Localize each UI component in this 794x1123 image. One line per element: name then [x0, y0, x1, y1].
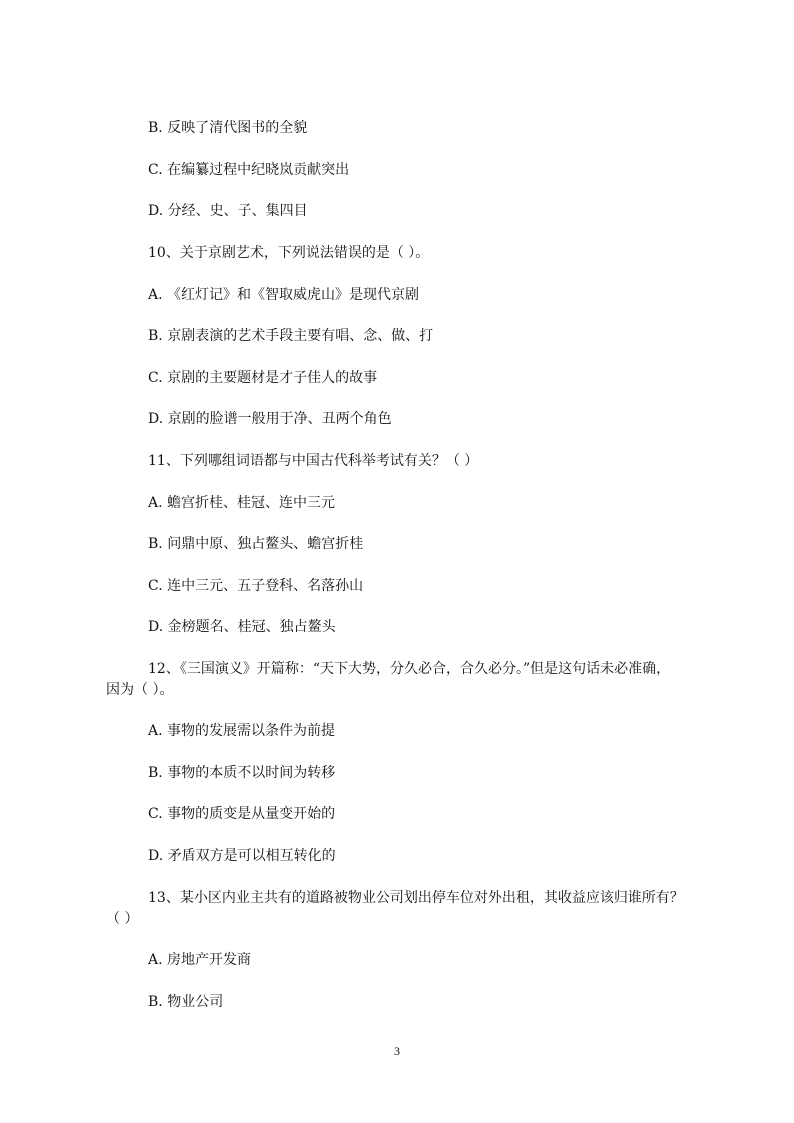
- q9-option-c: C. 在编纂过程中纪晓岚贡献突出: [148, 162, 350, 178]
- q9-option-b: B. 反映了清代图书的全貌: [148, 120, 308, 136]
- q11-option-a: A. 蟾宫折桂、桂冠、连中三元: [148, 495, 336, 511]
- q13-stem-line-1: 13、某小区内业主共有的道路被物业公司划出停车位对外出租，其收益应该归谁所有？: [148, 890, 684, 906]
- q12-option-d: D. 矛盾双方是可以相互转化的: [148, 848, 336, 864]
- q12-option-b: B. 事物的本质不以时间为转移: [148, 765, 336, 781]
- q12-stem-line-2: 因为（ ）。: [106, 682, 174, 698]
- q10-option-b: B. 京剧表演的艺术手段主要有唱、念、做、打: [148, 328, 434, 344]
- q12-option-a: A. 事物的发展需以条件为前提: [148, 723, 336, 739]
- q12-stem-line-1: 12、《三国演义》开篇称：“天下大势，分久必合，合久必分。”但是这句话未必准确，: [148, 661, 671, 677]
- q11-option-c: C. 连中三元、五子登科、名落孙山: [148, 578, 364, 594]
- q10-option-a: A. 《红灯记》和《智取威虎山》是现代京剧: [148, 287, 420, 303]
- q13-option-a: A. 房地产开发商: [148, 952, 252, 968]
- q10-stem: 10、关于京剧艺术，下列说法错误的是（ ）。: [148, 245, 430, 261]
- q12-option-c: C. 事物的质变是从量变开始的: [148, 806, 336, 822]
- q13-stem-line-2: （ ）: [106, 911, 139, 927]
- q10-option-d: D. 京剧的脸谱一般用于净、丑两个角色: [148, 411, 392, 427]
- q9-option-d: D. 分经、史、子、集四目: [148, 203, 308, 219]
- q10-option-c: C. 京剧的主要题材是才子佳人的故事: [148, 370, 378, 386]
- q11-option-d: D. 金榜题名、桂冠、独占鳌头: [148, 619, 336, 635]
- page-number: 3: [394, 1044, 400, 1058]
- q11-option-b: B. 问鼎中原、独占鳌头、蟾宫折桂: [148, 536, 364, 552]
- q11-stem: 11、下列哪组词语都与中国古代科举考试有关？（ ）: [148, 453, 479, 469]
- q13-option-b: B. 物业公司: [148, 994, 224, 1010]
